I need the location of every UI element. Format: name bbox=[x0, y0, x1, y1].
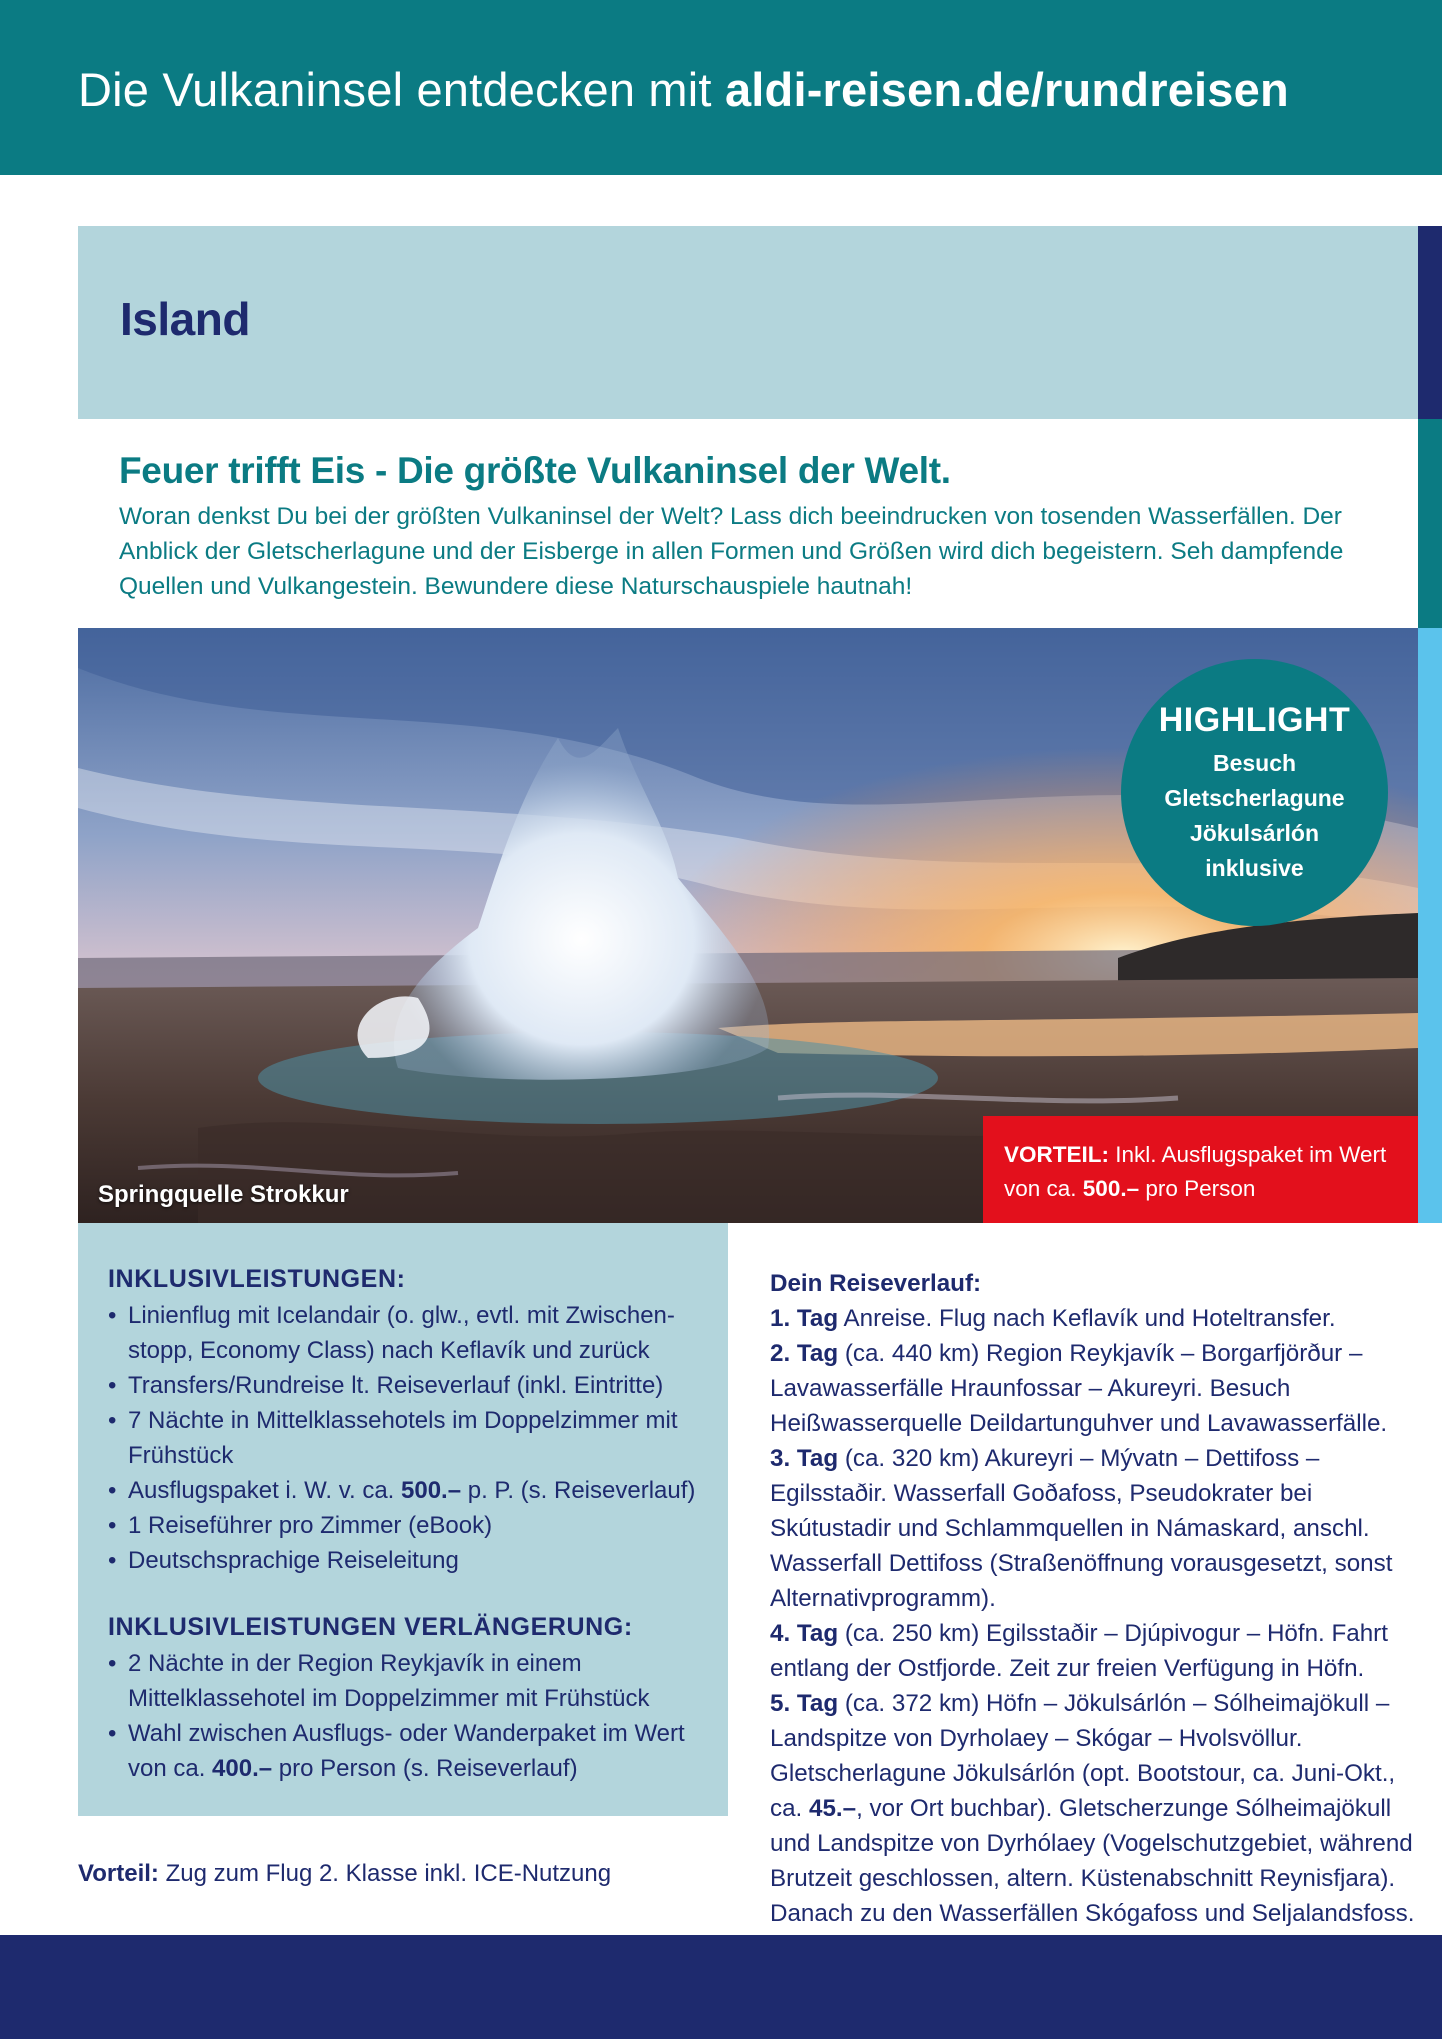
photo-caption: Springquelle Strokkur bbox=[98, 1181, 349, 1208]
header-bar bbox=[0, 0, 1442, 175]
bonus-note bbox=[78, 1860, 611, 1888]
highlight-line: Gletscherlagune bbox=[1164, 785, 1345, 811]
list-item bbox=[108, 1716, 718, 1786]
highlight-badge bbox=[1121, 659, 1388, 926]
teaser-headline: Feuer trifft Eis - Die größte Vulkaninsel der Welt. bbox=[119, 450, 951, 491]
list-item-price: 400.– bbox=[212, 1755, 273, 1782]
itinerary-day-text: (ca. 250 km) Egilsstaðir – Djúpivogur – Höfn. Fahrt entlang der Ostfjorde. Zeit zur freien Verfügung in Höfn. bbox=[770, 1620, 1388, 1682]
itinerary-day-label: 3. Tag bbox=[770, 1445, 839, 1472]
edge-stripe-navy bbox=[1418, 226, 1442, 419]
list-item-text-after: p. P. (s. Reiseverlauf) bbox=[461, 1477, 696, 1504]
list-item-text: Ausflugspaket i. W. v. ca. bbox=[128, 1477, 401, 1504]
itinerary-day bbox=[770, 1686, 1420, 1931]
included-heading: INKLUSIVLEISTUNGEN: bbox=[108, 1265, 406, 1293]
highlight-title: HIGHLIGHT bbox=[1158, 701, 1351, 739]
list-item: • 2 Nächte in der Region Reykjavík in einem Mittelklassehotel im Doppelzimmer mit Frühstück bbox=[108, 1646, 718, 1716]
itinerary bbox=[770, 1266, 1420, 1931]
extension-heading: INKLUSIVLEISTUNGEN VERLÄNGERUNG: bbox=[108, 1613, 633, 1641]
edge-stripe-teal bbox=[1418, 419, 1442, 628]
itinerary-day-price: 45.– bbox=[809, 1795, 857, 1822]
itinerary-day-text: Anreise. Flug nach Keflavík und Hoteltransfer. bbox=[838, 1305, 1336, 1332]
destination-title-box bbox=[78, 226, 1418, 419]
header-text bbox=[78, 62, 1289, 117]
included-services-box bbox=[78, 1223, 728, 1816]
itinerary-day-text-after: , vor Ort buchbar). Gletscherzunge Sólheimajökull und Landspitze von Dyrhólaey (Vogelschutzgebiet, während Brutzeit geschlossen, altern. Küstenabschnitt Reynisfjara). Danach zu den Wasserfällen Skógafoss und Seljalandsfoss. bbox=[770, 1795, 1415, 1927]
included-list bbox=[108, 1298, 718, 1578]
advantage-text: Inkl. Ausflugspaket im Wert von ca. bbox=[1004, 1142, 1387, 1201]
itinerary-day-text: (ca. 440 km) Region Reykjavík – Borgarfjörður – Lavawasserfälle Hraunfossar – Akureyri. Besuch Heißwasserquelle Deildartunguhver und Lavawasserfälle. bbox=[770, 1340, 1388, 1437]
itinerary-day bbox=[770, 1336, 1420, 1441]
itinerary-day-label: 5. Tag bbox=[770, 1690, 839, 1717]
list-item: • 7 Nächte in Mittelklassehotels im Doppelzimmer mit Frühstück bbox=[108, 1403, 718, 1473]
header-link[interactable]: aldi-reisen.de/rundreisen bbox=[724, 63, 1289, 116]
itinerary-day-text: (ca. 320 km) Akureyri – Mývatn – Dettifoss – Egilsstaðir. Wasserfall Goðafoss, Pseudokrater bei Skútustadir und Schlammquellen in Námaskard, anschl. Wasserfall Dettifoss (Straßenöffnung vorausgesetzt, sonst Alternativprogramm). bbox=[770, 1445, 1393, 1612]
teaser-intro: Woran denkst Du bei der größten Vulkaninsel der Welt? Lass dich beeindrucken von tosenden Wasserfällen. Der Anblick der Gletscherlagune und der Eisberge in allen Formen und Größen wird dich begeistern. Seh dampfende Quellen und Vulkangestein. Bewundere diese Naturschauspiele hautnah! bbox=[119, 503, 1344, 600]
list-item-text-after: pro Person (s. Reiseverlauf) bbox=[272, 1755, 578, 1782]
advantage-label: VORTEIL: bbox=[1004, 1142, 1109, 1167]
extension-list bbox=[108, 1646, 718, 1786]
itinerary-title: Dein Reiseverlauf: bbox=[770, 1270, 982, 1297]
itinerary-day-label: 4. Tag bbox=[770, 1620, 839, 1647]
itinerary-day-text: (ca. 372 km) Höfn – Jökulsárlón – Sólheimajökull – Landspitze von Dyrholaey – Skógar – Hvolsvöllur. Gletscherlagune Jökulsárlón (opt. Bootstour, ca. Juni-Okt., ca. bbox=[770, 1690, 1396, 1822]
edge-stripe-sky bbox=[1418, 628, 1442, 1223]
destination-title: Island bbox=[120, 293, 250, 345]
itinerary-day-label: 2. Tag bbox=[770, 1340, 839, 1367]
itinerary-day bbox=[770, 1301, 1420, 1336]
list-item: • 1 Reiseführer pro Zimmer (eBook) bbox=[108, 1508, 718, 1543]
bonus-label: Vorteil: bbox=[78, 1860, 159, 1887]
advantage-box bbox=[983, 1116, 1418, 1223]
itinerary-day-label: 1. Tag bbox=[770, 1305, 839, 1332]
highlight-lines bbox=[1121, 746, 1388, 886]
list-item bbox=[108, 1473, 718, 1508]
header-prefix: Die Vulkaninsel entdecken mit bbox=[78, 63, 725, 116]
highlight-line: Besuch bbox=[1212, 750, 1297, 776]
list-item-text: Wahl zwischen Ausflugs- oder Wanderpaket im Wert von ca. bbox=[128, 1720, 685, 1782]
itinerary-day bbox=[770, 1616, 1420, 1686]
list-item: • Transfers/Rundreise lt. Reiseverlauf (inkl. Eintritte) bbox=[108, 1368, 718, 1403]
bonus-text: Zug zum Flug 2. Klasse inkl. ICE-Nutzung bbox=[158, 1860, 612, 1887]
list-item-price: 500.– bbox=[401, 1477, 462, 1504]
itinerary-day bbox=[770, 1441, 1420, 1616]
list-item: • Linienflug mit Icelandair (o. glw., evtl. mit Zwischen-stopp, Economy Class) nach Keflavík und zurück bbox=[108, 1298, 718, 1368]
advantage-text-after: pro Person bbox=[1139, 1176, 1256, 1201]
highlight-line: Jökulsárlón bbox=[1189, 820, 1320, 846]
highlight-line: inklusive bbox=[1205, 855, 1304, 881]
footer-bar bbox=[0, 1935, 1442, 2039]
advantage-price: 500.– bbox=[1082, 1176, 1140, 1201]
list-item: • Deutschsprachige Reiseleitung bbox=[108, 1543, 718, 1578]
